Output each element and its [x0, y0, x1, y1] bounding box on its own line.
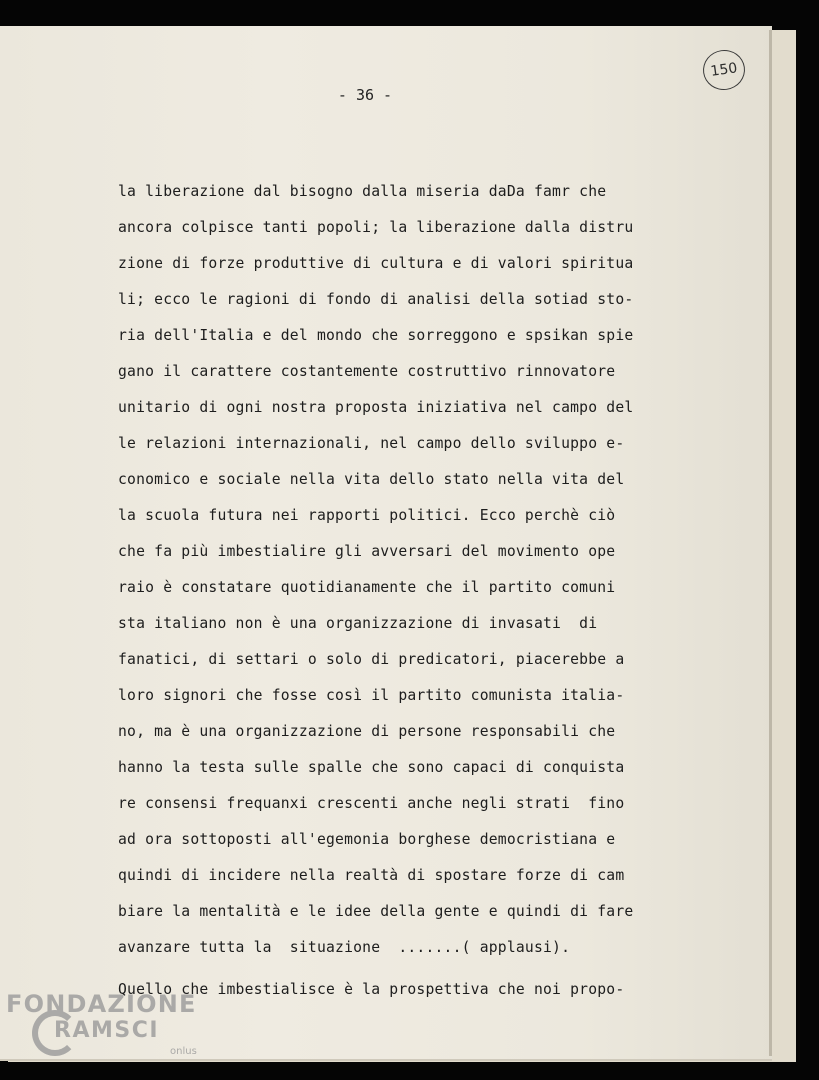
text-line: loro signori che fosse così il partito comunista italia- — [118, 687, 625, 704]
text-line: sta italiano non è una organizzazione di invasati di — [118, 615, 598, 632]
watermark-line2: RAMSCI — [54, 1018, 160, 1043]
watermark-sub: onlus — [170, 1046, 197, 1057]
text-line: Quello che imbestialisce è la prospettiva che noi propo- — [118, 981, 625, 998]
text-line: no, ma è una organizzazione di persone responsabili che — [118, 723, 616, 740]
text-line: hanno la testa sulle spalle che sono capaci di conquista — [118, 759, 625, 776]
text-line: ad ora sottoposti all'egemonia borghese democristiana e — [118, 831, 616, 848]
text-line: ria dell'Italia e del mondo che sorreggono e spsikan spie — [118, 327, 634, 344]
text-line: avanzare tutta la situazione .......( applausi). — [118, 939, 571, 956]
fondazione-gramsci-watermark — [6, 990, 197, 1057]
text-line: fanatici, di settari o solo di predicatori, piacerebbe a — [118, 651, 625, 668]
text-line: biare la mentalità e le idee della gente e quindi di fare — [118, 903, 634, 920]
text-line: le relazioni internazionali, nel campo dello sviluppo e- — [118, 435, 625, 452]
archive-number-stamp: 150 — [700, 47, 747, 92]
text-line: la liberazione dal bisogno dalla miseria daDa famr che — [118, 183, 607, 200]
text-line: li; ecco le ragioni di fondo di analisi della sotiad sto- — [118, 291, 634, 308]
text-line: quindi di incidere nella realtà di spostare forze di cam — [118, 867, 625, 884]
text-line: unitario di ogni nostra proposta iniziativa nel campo del — [118, 399, 634, 416]
text-line: re consensi frequanxi crescenti anche negli strati fino — [118, 795, 625, 812]
text-line: gano il carattere costantemente costruttivo rinnovatore — [118, 363, 616, 380]
text-line: la scuola futura nei rapporti politici. Ecco perchè ciò — [118, 507, 616, 524]
text-line: raio è constatare quotidianamente che il partito comuni — [118, 579, 616, 596]
page-edge — [769, 30, 772, 1056]
text-line: conomico e sociale nella vita dello stato nella vita del — [118, 471, 625, 488]
watermark-line1: FONDAZIONE — [6, 990, 197, 1018]
page-number: - 36 - — [337, 86, 393, 104]
text-line: ancora colpisce tanti popoli; la liberazione dalla distru — [118, 219, 634, 236]
text-line: zione di forze produttive di cultura e di valori spiritua — [118, 255, 634, 272]
text-line: che fa più imbestialire gli avversari del movimento ope — [118, 543, 616, 560]
